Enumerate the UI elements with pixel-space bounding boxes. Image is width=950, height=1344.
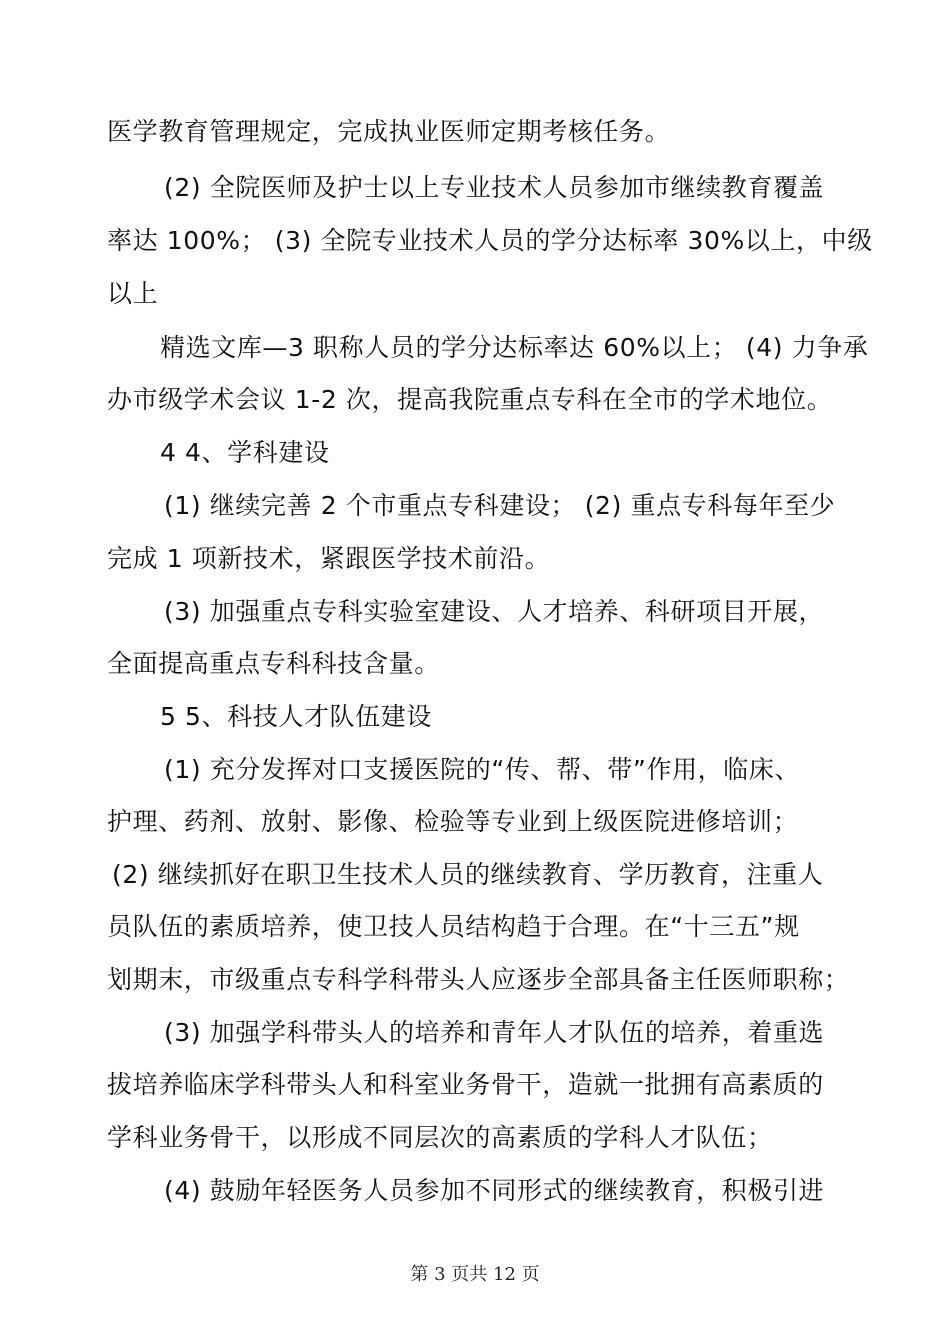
text-line: (1) 继续完善 2 个市重点专科建设； (2) 重点专科每年至少 [164,491,836,520]
text-line: 学科业务骨干，以形成不同层次的高素质的学科人才队伍； [107,1123,773,1152]
text-line: (2) 继续抓好在职卫生技术人员的继续教育、学历教育，注重人 [112,860,824,889]
text-line: 精选文库—3 职称人员的学分达标率达 60%以上； (4) 力争承 [160,333,869,362]
text-line: (3) 加强学科带头人的培养和青年人才队伍的培养，着重选 [164,1018,825,1047]
text-line: (2) 全院医师及护士以上专业技术人员参加市继续教育覆盖 [164,173,825,202]
text-line: 医学教育管理规定，完成执业医师定期考核任务。 [107,117,671,146]
text-line: 全面提高重点专科科技含量。 [107,649,440,678]
section-heading: 4 4、学科建设 [160,438,330,467]
text-line: 员队伍的素质培养，使卫技人员结构趋于合理。在“十三五”规 [107,912,800,941]
text-line: (3) 加强重点专科实验室建设、人才培养、科研项目开展， [164,597,825,626]
text-line: 率达 100%； (3) 全院专业技术人员的学分达标率 30%以上，中级 [107,226,873,255]
text-line: 拔培养临床学科带头人和科室业务骨干，造就一批拥有高素质的 [107,1070,824,1099]
text-line: 划期末，市级重点专科学科带头人应逐步全部具备主任医师职称； [107,965,850,994]
text-line: 以上 [107,279,159,308]
section-heading: 5 5、科技人才队伍建设 [160,702,432,731]
page-number-footer: 第 3 页共 12 页 [410,1264,540,1285]
text-line: 护理、药剂、放射、影像、检验等专业到上级医院进修培训； [107,807,799,836]
text-line: 完成 1 项新技术，紧跟医学技术前沿。 [107,544,551,573]
text-line: (1) 充分发挥对口支援医院的“传、帮、带”作用，临床、 [164,755,801,784]
text-line: 办市级学术会议 1-2 次，提高我院重点专科在全市的学术地位。 [107,385,833,414]
text-line: (4) 鼓励年轻医务人员参加不同形式的继续教育，积极引进 [164,1176,825,1205]
